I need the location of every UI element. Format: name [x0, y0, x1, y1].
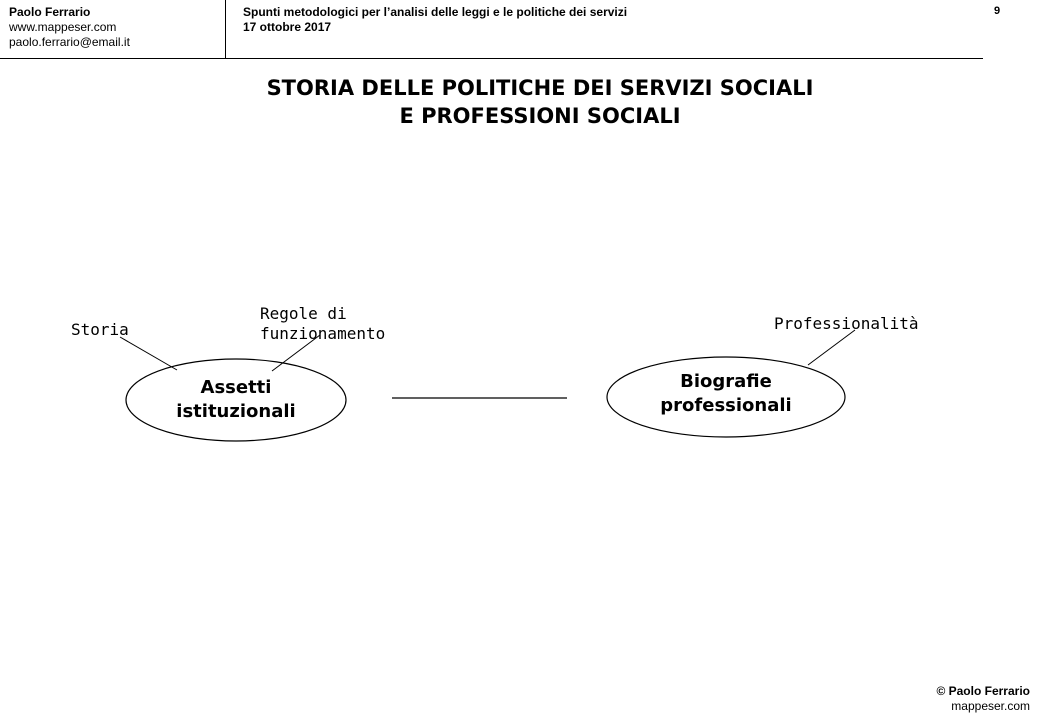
page-title-line-1: STORIA DELLE POLITICHE DEI SERVIZI SOCIALI: [266, 76, 814, 100]
node-biografie-text: [616, 370, 836, 418]
node-biografie-line-2: professionali: [660, 395, 792, 416]
node-assetti-text: [136, 376, 336, 424]
footer-copyright: © Paolo Ferrario: [936, 684, 1030, 698]
node-assetti-line-1: Assetti: [200, 377, 272, 398]
node-assetti-line-2: istituzionali: [176, 401, 296, 422]
header-email: paolo.ferrario@email.it: [9, 35, 130, 49]
page-number: 9: [994, 5, 1001, 17]
header-date: 17 ottobre 2017: [243, 20, 332, 34]
header-author: Paolo Ferrario: [9, 5, 91, 19]
footer: [936, 684, 1030, 714]
label-regole-line-1: Regole di: [260, 304, 347, 323]
footer-site: mappeser.com: [951, 699, 1030, 713]
header-subtitle: Spunti metodologici per l’analisi delle leggi e le politiche dei servizi: [243, 5, 628, 19]
header-website: www.mappeser.com: [9, 20, 117, 34]
leader-line-storia: [120, 337, 177, 370]
label-professionalita: Professionalità: [774, 314, 919, 333]
label-storia: Storia: [71, 320, 129, 339]
page-title-line-2: E PROFESSIONI SOCIALI: [399, 104, 681, 128]
leader-line-professionalita: [808, 330, 855, 365]
label-regole-line-2: funzionamento: [260, 324, 386, 343]
label-regole: [260, 304, 385, 344]
node-biografie-line-1: Biografie: [680, 371, 772, 392]
